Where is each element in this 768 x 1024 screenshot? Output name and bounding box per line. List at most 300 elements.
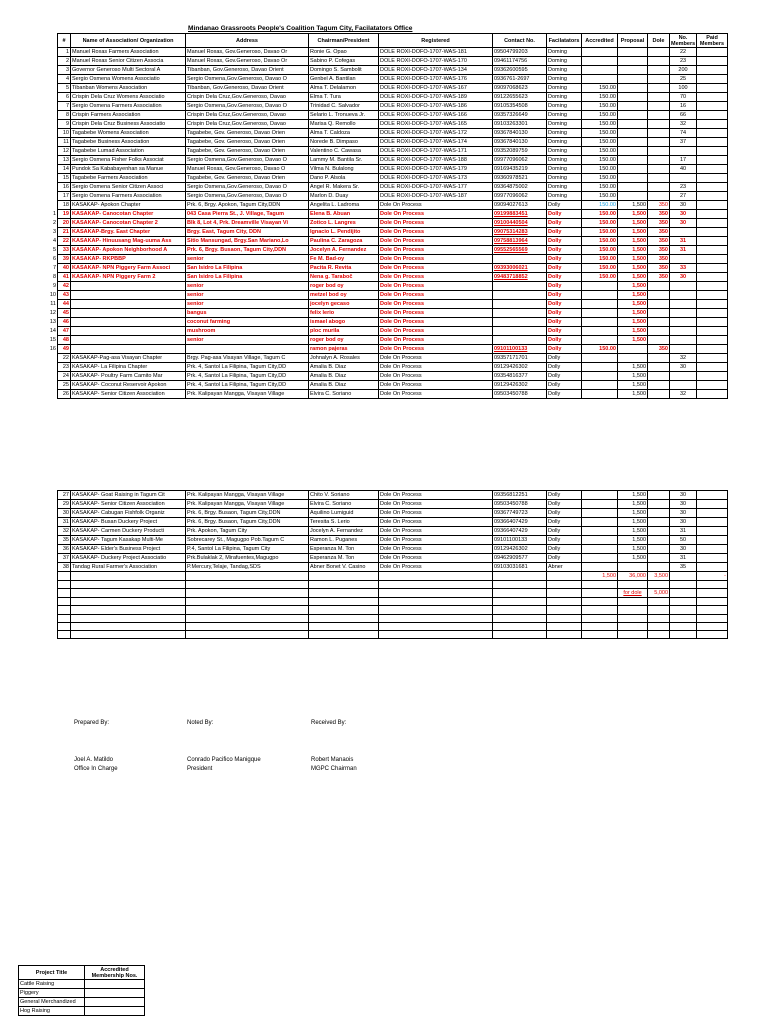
cell-proposal: 1,500 [618,554,648,563]
cell-proposal [618,138,648,147]
table-row [58,210,728,219]
cell-members: 100 [670,84,697,93]
cell-dole [648,66,670,75]
cell-facilitator: Doming [547,183,582,192]
cell-facilitator: Dolly [547,509,582,518]
table-row [58,318,728,327]
cell-address: Prk. Kalipayan Mangga, Visayan Village [186,491,309,500]
cell-proposal: 1,500 [618,363,648,372]
cell-facilitator: Doming [547,174,582,183]
cell-chairman: Ignacio L. Pendijito [309,228,379,237]
cell-association-name: Governor Generoso Multi Sectoral A [71,66,186,75]
cell-paid-members [697,111,728,120]
total-accredited: 1,500 [582,572,618,581]
cell-proposal: 1,500 [618,381,648,390]
table-row [58,192,728,201]
cell-row-number: 31 [58,518,71,527]
cell-accredited: 150.00 [582,174,618,183]
cell-address: senior [186,282,309,291]
cell-association-name [71,309,186,318]
cell-address: Prk. Kalipayan Mangga, Visayan Village [186,500,309,509]
cell-paid-members [697,318,728,327]
cell-registered: DOLE ROXI-DOFO-1707-WAS-167 [379,84,493,93]
cell-association-name [71,327,186,336]
cell-proposal: 1,500 [618,318,648,327]
cell-dole [648,129,670,138]
header-paid-members: Paid Members [697,34,728,48]
table-row [58,165,728,174]
cell-proposal: 1,500 [618,228,648,237]
cell-paid-members [697,66,728,75]
cell-accredited [582,48,618,57]
cell-registered: Dole On Process [379,210,493,219]
cell-dole [648,509,670,518]
cell-paid-members [697,527,728,536]
cell-proposal: 1,500 [618,255,648,264]
cell-facilitator: Dolly [547,491,582,500]
cell-proposal: 1,500 [618,327,648,336]
cell-contact-number: 09366407429 [493,518,547,527]
cell-dole [648,390,670,399]
cell-dole [648,300,670,309]
cell-address: mushroom [186,327,309,336]
cell-contact-number: 09364875002 [493,183,547,192]
cell-registered: Dole On Process [379,500,493,509]
cell-address [186,345,309,354]
cell-chairman: Elvira C. Soriano [309,500,379,509]
cell-members: 32 [670,390,697,399]
cell-contact-number: 09101100133 [493,536,547,545]
table-row [58,201,728,210]
cell-chairman: Esperanza M. Ton [309,554,379,563]
cell-proposal: 1,500 [618,273,648,282]
cell-row-number: 3 [58,66,71,75]
cell-dole: 350 [648,210,670,219]
cell-proposal: 1,500 [618,246,648,255]
cell-proposal: 1,500 [618,545,648,554]
cell-row-number: 19 [58,210,71,219]
cell-proposal: 1,500 [618,219,648,228]
cell-facilitator: Dolly [547,554,582,563]
cell-address: Prk. 4, Santol La Filipina, Tagum City,DD [186,372,309,381]
cell-proposal: 1,500 [618,491,648,500]
table-row [58,156,728,165]
cell-contact-number: 09357171701 [493,354,547,363]
cell-facilitator: Doming [547,57,582,66]
cell-paid-members [697,336,728,345]
cell-contact-number: 09483718852 [493,273,547,282]
cell-facilitator: Dolly [547,300,582,309]
cell-dole [648,318,670,327]
cell-association-name: KASAKAP- Carmen Duckery Producti [71,527,186,536]
table-row [58,174,728,183]
cell-proposal: 1,500 [618,509,648,518]
cell-chairman: Elvira C. Soriano [309,390,379,399]
cell-registered: DOLE ROXI-DOFO-1707-WAS-172 [379,129,493,138]
cell-facilitator: Doming [547,84,582,93]
cell-members: 30 [670,201,697,210]
cell-chairman: Nena g. Taraboč [309,273,379,282]
cell-address: Prk. 6, Brgy. Busaon, Tagum City,DDN [186,246,309,255]
cell-contact-number: 09758813964 [493,237,547,246]
table-row [58,183,728,192]
noted-by-label: Noted By: [187,720,214,726]
cell-dole [648,57,670,66]
cell-accredited: 150.00 [582,120,618,129]
cell-accredited [582,336,618,345]
cell-dole [648,554,670,563]
cell-facilitator: Dolly [547,309,582,318]
cell-facilitator: Dolly [547,318,582,327]
cell-members: 16 [670,102,697,111]
cell-chairman: Esperanza M. Ton [309,545,379,554]
table-row [58,363,728,372]
cell-proposal: 1,500 [618,372,648,381]
cell-registered: Dole On Process [379,228,493,237]
cell-contact-number: 09094027613 [493,201,547,210]
cell-association-name: Tagabebe Lumad Association [71,147,186,156]
cell-registered: DOLE ROXI-DOFO-1707-WAS-177 [379,183,493,192]
cell-facilitator: Dolly [547,210,582,219]
cell-members: 30 [670,500,697,509]
cell-row-number: 13 [58,156,71,165]
cell-proposal [618,354,648,363]
cell-association-name [71,282,186,291]
cell-contact-number: 09367840130 [493,129,547,138]
cell-registered: Dole On Process [379,381,493,390]
cell-proposal: 1,500 [618,237,648,246]
cell-accredited [582,563,618,572]
cell-members: 30 [670,491,697,500]
cell-accredited [582,372,618,381]
cell-paid-members [697,363,728,372]
cell-association-name: KASAKAP- Senior Citizen Association [71,500,186,509]
cell-members: 25 [670,75,697,84]
cell-registered: Dole On Process [379,246,493,255]
cell-registered: Dole On Process [379,327,493,336]
cell-facilitator: Dolly [547,363,582,372]
project-row: General Merchandized [19,998,85,1007]
cell-address: Brgy. Pag-asa Visayan Village, Tagum C [186,354,309,363]
cell-paid-members [697,138,728,147]
cell-chairman: Jocelyn A. Fernandez [309,527,379,536]
cell-association-name: Manuel Roxas Senior Citizen Associa [71,57,186,66]
cell-registered: Dole On Process [379,237,493,246]
cell-facilitator: Doming [547,129,582,138]
cell-facilitator: Dolly [547,237,582,246]
cell-association-name: KASAKAP- Poultry Farm Camito Mar [71,372,186,381]
cell-paid-members [697,201,728,210]
header-num: # [58,34,71,48]
cell-paid-members [697,192,728,201]
cell-proposal [618,345,648,354]
cell-members [670,300,697,309]
cell-dole [648,500,670,509]
table-row [58,536,728,545]
cell-contact-number: 09103263301 [493,120,547,129]
header-row [58,34,728,48]
project-row: Hog Raising [19,1007,85,1016]
side-number: 3 [52,228,56,235]
cell-contact-number: 09122655623 [493,93,547,102]
table-row [58,102,728,111]
cell-paid-members [697,518,728,527]
cell-paid-members [697,93,728,102]
cell-registered: Dole On Process [379,282,493,291]
cell-accredited [582,282,618,291]
cell-chairman: Teresita S. Lerio [309,518,379,527]
header-name: Name of Association/ Organization [71,34,186,48]
cell-facilitator: Doming [547,48,582,57]
cell-members: 31 [670,237,697,246]
cell-association-name [71,300,186,309]
cell-dole: 350 [648,219,670,228]
cell-contact-number [493,309,547,318]
cell-proposal [618,129,648,138]
total-proposal: 36,000 [618,572,648,581]
cell-registered: Dole On Process [379,390,493,399]
cell-association-name: Sergio Osmena Farmers Association [71,102,186,111]
side-number: 9 [52,282,56,289]
cell-facilitator: Dolly [547,201,582,210]
cell-association-name: KASAKAP- RKPBBP [71,255,186,264]
cell-accredited [582,500,618,509]
cell-proposal: 1,500 [618,518,648,527]
cell-chairman: Elena B. Abuan [309,210,379,219]
cell-paid-members [697,120,728,129]
cell-association-name: Tibanban Womens Association [71,84,186,93]
cell-facilitator: Doming [547,66,582,75]
cell-registered: Dole On Process [379,291,493,300]
cell-paid-members [697,372,728,381]
cell-address: Prk. 6, Brgy. Apokon, Tagum City,DDN [186,201,309,210]
table-row [58,327,728,336]
cell-dole [648,282,670,291]
cell-row-number: 37 [58,554,71,563]
cell-proposal [618,57,648,66]
cell-facilitator: Dolly [547,246,582,255]
cell-dole [648,327,670,336]
cell-accredited [582,491,618,500]
cell-row-number: 14 [58,165,71,174]
cell-accredited [582,75,618,84]
cell-dole [648,309,670,318]
cell-address: Sergio Osmena,Gov.Generoso, Davao O [186,75,309,84]
cell-paid-members [697,354,728,363]
table-row [58,491,728,500]
cell-row-number: 22 [58,237,71,246]
cell-registered: DOLE ROXI-DOFO-1707-WAS-165 [379,120,493,129]
cell-facilitator: Doming [547,147,582,156]
cell-association-name: KASAKAP- Duckery Project Associatio [71,554,186,563]
cell-members [670,255,697,264]
cell-row-number: 26 [58,390,71,399]
cell-registered: Dole On Process [379,509,493,518]
cell-address: Prk. 4, Santol La Filipina, Tagum City,DD [186,381,309,390]
cell-row-number: 47 [58,327,71,336]
table-row [58,300,728,309]
cell-address: Tibanban, Gov.Generoso, Davao Orient [186,66,309,75]
cell-paid-members [697,183,728,192]
cell-proposal: 1,500 [618,390,648,399]
cell-row-number: 17 [58,192,71,201]
side-number: 1 [52,210,56,217]
cell-members [670,372,697,381]
cell-members: 70 [670,93,697,102]
cell-registered: Dole On Process [379,309,493,318]
table-row [58,246,728,255]
cell-registered: Dole On Process [379,318,493,327]
cell-proposal [618,66,648,75]
cell-registered: Dole On Process [379,201,493,210]
cell-chairman: Elma T. Tura [309,93,379,102]
cell-contact-number [493,300,547,309]
cell-facilitator: Dolly [547,372,582,381]
cell-association-name: Tagabebe Business Association [71,138,186,147]
cell-row-number: 1 [58,48,71,57]
cell-registered: DOLE ROXI-DOFO-1707-WAS-134 [379,66,493,75]
cell-members: 23 [670,183,697,192]
cell-facilitator: Dolly [547,282,582,291]
cell-members: 31 [670,246,697,255]
for-dole-label: for dole [618,589,648,598]
cell-association-name: KASAKAP- Elder's Business Project [71,545,186,554]
prepared-title: Office In Charge [74,766,118,772]
cell-address: Sitio Mansungad, Brgy.San Mariano,Lo [186,237,309,246]
cell-accredited [582,300,618,309]
cell-members [670,318,697,327]
cell-members [670,228,697,237]
cell-row-number: 41 [58,273,71,282]
cell-dole [648,291,670,300]
cell-accredited: 150.00 [582,183,618,192]
cell-chairman: Marisa Q. Remollo [309,120,379,129]
cell-paid-members [697,246,728,255]
cell-accredited: 150.00 [582,156,618,165]
cell-registered: Dole On Process [379,545,493,554]
cell-address: Manuel Roxas, Gov.Generoso, Davao Or [186,57,309,66]
side-number: 16 [49,345,56,352]
cell-accredited: 150.00 [582,246,618,255]
cell-facilitator: Doming [547,102,582,111]
cell-dole [648,336,670,345]
cell-paid-members [697,282,728,291]
cell-contact-number: 09097068623 [493,84,547,93]
side-number: 10 [49,291,56,298]
cell-dole [648,354,670,363]
project-row: Piggery [19,989,85,998]
cell-paid-members [697,509,728,518]
cell-accredited: 150.00 [582,201,618,210]
cell-chairman: Amalia B. Diaz [309,372,379,381]
empty-row [58,622,728,630]
cell-dole [648,372,670,381]
cell-dole: 350 [648,345,670,354]
cell-association-name: Tandag Rural Farmer's Association [71,563,186,572]
cell-facilitator: Dolly [547,291,582,300]
cell-contact-number: 09360978521 [493,174,547,183]
cell-chairman: Jocelyn A. Fernandez [309,246,379,255]
cell-accredited [582,390,618,399]
cell-registered: DOLE ROXI-DOFO-1707-WAS-171 [379,147,493,156]
cell-paid-members [697,210,728,219]
table-row [58,228,728,237]
project-row: Cattle Raising [19,980,85,989]
cell-contact-number: 09462909577 [493,554,547,563]
cell-chairman: Johnalyn A. Rosales [309,354,379,363]
cell-contact-number: 09503450788 [493,500,547,509]
cell-proposal [618,147,648,156]
cell-accredited [582,318,618,327]
cell-chairman: Zotico L. Langres [309,219,379,228]
table-row [58,372,728,381]
cell-row-number: 29 [58,500,71,509]
cell-chairman: Amalia B. Diaz [309,381,379,390]
cell-row-number: 8 [58,111,71,120]
accredited-membership-header: Accredited Membership Nos. [85,966,145,980]
side-row-numbers [44,210,56,354]
cell-contact-number [493,255,547,264]
table-row [58,509,728,518]
cell-row-number: 48 [58,336,71,345]
cell-accredited [582,536,618,545]
cell-contact-number: 09366407429 [493,527,547,536]
cell-paid-members [697,255,728,264]
cell-registered: Dole On Process [379,372,493,381]
cell-association-name: Sergio Osmena Farmers Association [71,192,186,201]
cell-address: P.4, Santol La Filipina, Tagum City [186,545,309,554]
cell-members [670,147,697,156]
header-address: Address [186,34,309,48]
cell-proposal: 1,500 [618,282,648,291]
cell-address: Crispin Dela Cruz,Gov.Generoso, Davao [186,120,309,129]
cell-contact-number: 09977096062 [493,192,547,201]
cell-address: Prk. 6, Brgy. Busaon, Tagum City,DDN [186,509,309,518]
empty-row [58,581,728,589]
table-row [58,291,728,300]
cell-paid-members [697,390,728,399]
cell-proposal [618,156,648,165]
cell-dole [648,363,670,372]
cell-facilitator: Doming [547,75,582,84]
cell-address: senior [186,300,309,309]
cell-dole [648,48,670,57]
cell-dole [648,183,670,192]
table-row [58,57,728,66]
cell-registered: Dole On Process [379,264,493,273]
cell-address: Sergio Osmena,Gov.Generoso, Davao O [186,156,309,165]
cell-row-number: 32 [58,527,71,536]
table-row [58,48,728,57]
cell-contact-number: 09129426302 [493,545,547,554]
cell-proposal [618,93,648,102]
cell-registered: Dole On Process [379,554,493,563]
cell-address: senior [186,336,309,345]
cell-registered: DOLE ROXI-DOFO-1707-WAS-166 [379,111,493,120]
cell-registered: DOLE ROXI-DOFO-1707-WAS-186 [379,102,493,111]
cell-contact-number [493,318,547,327]
cell-row-number: 45 [58,309,71,318]
cell-address: Sergio Osmena,Gov.Generoso, Davao O [186,102,309,111]
cell-proposal [618,48,648,57]
cell-facilitator: Doming [547,192,582,201]
cell-association-name: KASAKAP- Tagum Kasakap Multi-Me [71,536,186,545]
cell-row-number: 20 [58,219,71,228]
project-title-header: Project Title [19,966,85,980]
table-row [58,527,728,536]
cell-contact-number [493,327,547,336]
cell-address: Sobrecarey St., Magugpo Pob.Tagum C [186,536,309,545]
